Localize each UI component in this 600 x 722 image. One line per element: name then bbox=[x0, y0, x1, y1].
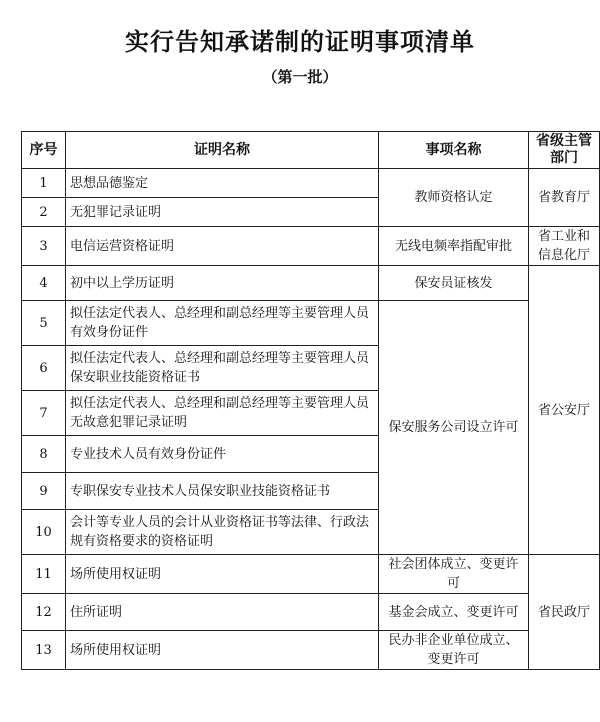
certificate-name: 无犯罪记录证明 bbox=[66, 198, 379, 227]
table-row bbox=[22, 227, 600, 266]
row-number: 2 bbox=[22, 198, 66, 227]
certificate-name: 住所证明 bbox=[66, 594, 379, 631]
department: 省工业和信息化厅 bbox=[529, 227, 600, 266]
item-name: 保安员证核发 bbox=[379, 266, 529, 301]
row-number: 11 bbox=[22, 555, 66, 594]
certificate-name: 专职保安专业技术人员保安职业技能资格证书 bbox=[66, 473, 379, 510]
item-name: 基金会成立、变更许可 bbox=[379, 594, 529, 631]
department: 省民政厅 bbox=[529, 555, 600, 670]
item-name: 保安服务公司设立许可 bbox=[379, 301, 529, 555]
table-row bbox=[22, 594, 600, 631]
row-number: 6 bbox=[22, 346, 66, 391]
table-row bbox=[22, 631, 600, 670]
certificate-name: 初中以上学历证明 bbox=[66, 266, 379, 301]
certificate-name: 电信运营资格证明 bbox=[66, 227, 379, 266]
row-number: 10 bbox=[22, 510, 66, 555]
certificate-name: 拟任法定代表人、总经理和副总经理等主要管理人员有效身份证件 bbox=[66, 301, 379, 346]
header-certificate-name: 证明名称 bbox=[66, 132, 379, 169]
header-department: 省级主管部门 bbox=[529, 132, 600, 169]
item-name: 无线电频率指配审批 bbox=[379, 227, 529, 266]
certificate-name: 场所使用权证明 bbox=[66, 555, 379, 594]
row-number: 8 bbox=[22, 436, 66, 473]
row-number: 12 bbox=[22, 594, 66, 631]
row-number: 13 bbox=[22, 631, 66, 670]
department: 省公安厅 bbox=[529, 266, 600, 555]
item-name: 社会团体成立、变更许可 bbox=[379, 555, 529, 594]
header-number: 序号 bbox=[22, 132, 66, 169]
row-number: 9 bbox=[22, 473, 66, 510]
row-number: 7 bbox=[22, 391, 66, 436]
table-row bbox=[22, 301, 600, 346]
certificate-table bbox=[21, 131, 600, 670]
table-header-row bbox=[22, 132, 600, 169]
certificate-name: 会计等专业人员的会计从业资格证书等法律、行政法规有资格要求的资格证明 bbox=[66, 510, 379, 555]
table-row bbox=[22, 266, 600, 301]
table-row bbox=[22, 169, 600, 198]
certificate-name: 思想品德鉴定 bbox=[66, 169, 379, 198]
certificate-name: 拟任法定代表人、总经理和副总经理等主要管理人员保安职业技能资格证书 bbox=[66, 346, 379, 391]
row-number: 1 bbox=[22, 169, 66, 198]
item-name: 教师资格认定 bbox=[379, 169, 529, 227]
certificate-name: 场所使用权证明 bbox=[66, 631, 379, 670]
document-subtitle: （第一批） bbox=[262, 68, 338, 86]
header-item-name: 事项名称 bbox=[379, 132, 529, 169]
table-row bbox=[22, 555, 600, 594]
document-title: 实行告知承诺制的证明事项清单 bbox=[125, 27, 475, 56]
row-number: 5 bbox=[22, 301, 66, 346]
row-number: 3 bbox=[22, 227, 66, 266]
department: 省教育厅 bbox=[529, 169, 600, 227]
certificate-name: 专业技术人员有效身份证件 bbox=[66, 436, 379, 473]
certificate-name: 拟任法定代表人、总经理和副总经理等主要管理人员无故意犯罪记录证明 bbox=[66, 391, 379, 436]
row-number: 4 bbox=[22, 266, 66, 301]
item-name: 民办非企业单位成立、变更许可 bbox=[379, 631, 529, 670]
